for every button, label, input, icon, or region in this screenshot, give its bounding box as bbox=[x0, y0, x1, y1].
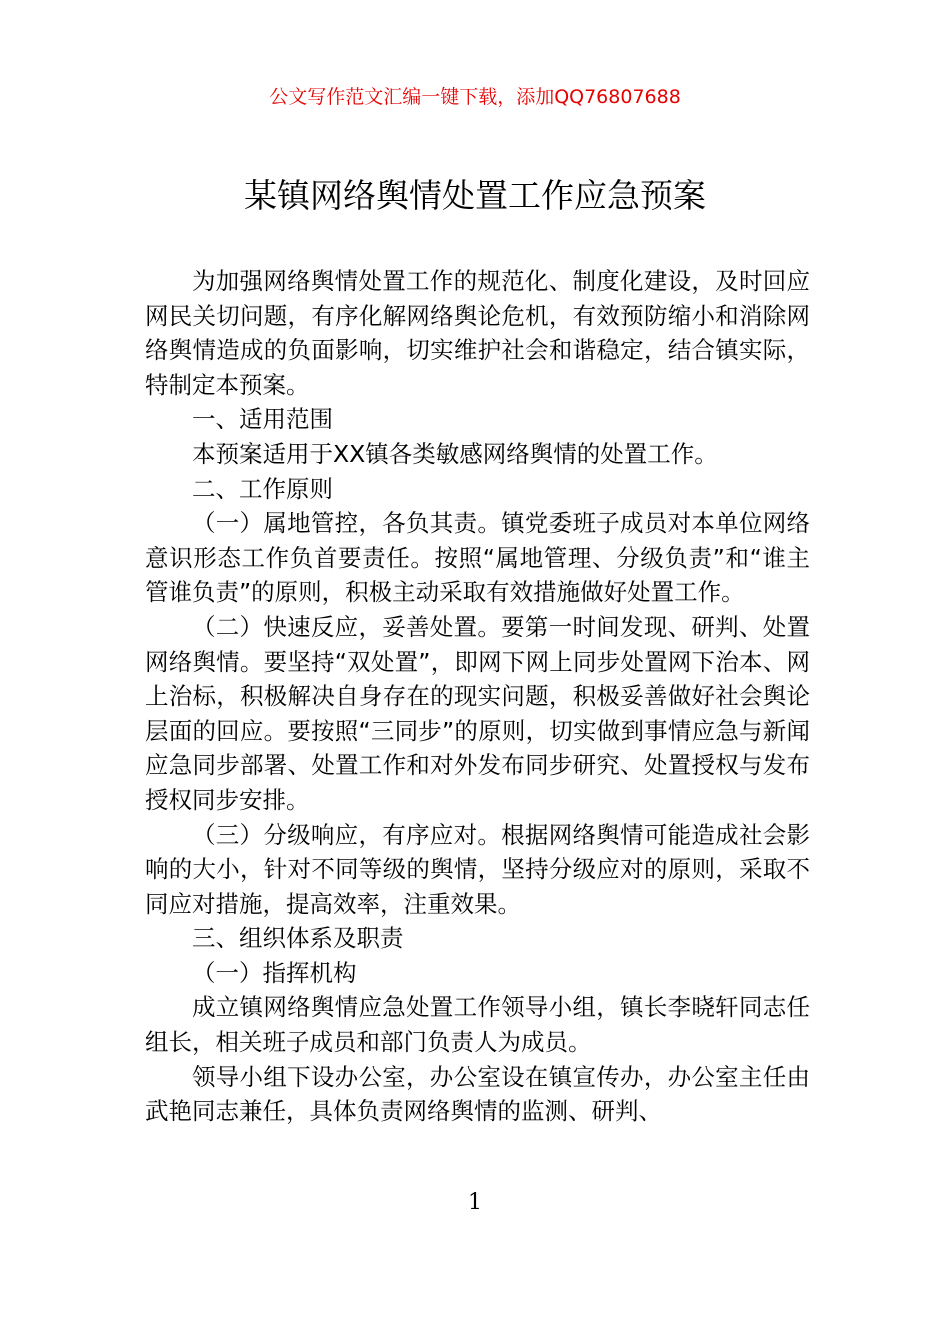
subsection-heading-command: （一）指挥机构 bbox=[192, 958, 357, 987]
paragraph-principle-2: （二）快速反应，妥善处置。要第一时间发现、研判、处置网络舆情。要坚持“双处置”，即网下网上同步处置网下治本、网上治标，积极解决自身存在的现实问题，积极妥善做好社会舆论层面的回应。要按照“三同步”的原则，切实做到事情应急与新闻应急同步部署、处置工作和对外发布同步研究、处置授权与发布授权同步安排。 bbox=[145, 612, 810, 814]
paragraph-intro: 为加强网络舆情处置工作的规范化、制度化建设，及时回应网民关切问题，有序化解网络舆论危机，有效预防缩小和消除网络舆情造成的负面影响，切实维护社会和谐稳定，结合镇实际，特制定本预案。 bbox=[145, 267, 810, 399]
download-notice: 公文写作范文汇编一键下载，添加QQ76807688 bbox=[269, 86, 681, 108]
paragraph-principle-1: （一）属地管控，各负其责。镇党委班子成员对本单位网络意识形态工作负首要责任。按照“属地管理、分级负责”和“谁主管谁负责”的原则，积极主动采取有效措施做好处置工作。 bbox=[145, 509, 810, 607]
paragraph-leading-group: 成立镇网络舆情应急处置工作领导小组，镇长李晓轩同志任组长，相关班子成员和部门负责人为成员。 bbox=[145, 993, 810, 1057]
section-heading-principles: 二、工作原则 bbox=[192, 474, 333, 503]
paragraph-office: 领导小组下设办公室，办公室设在镇宣传办，办公室主任由武艳同志兼任，具体负责网络舆情的监测、研判、 bbox=[145, 1062, 810, 1126]
document-body bbox=[145, 264, 810, 1129]
paragraph-scope: 本预案适用于XX镇各类敏感网络舆情的处置工作。 bbox=[192, 439, 718, 468]
page-number: 1 bbox=[468, 1190, 482, 1215]
section-heading-organization: 三、组织体系及职责 bbox=[192, 924, 404, 953]
section-heading-scope: 一、适用范围 bbox=[192, 405, 333, 434]
paragraph-principle-3: （三）分级响应，有序应对。根据网络舆情可能造成社会影响的大小，针对不同等级的舆情，坚持分级应对的原则，采取不同应对措施，提高效率，注重效果。 bbox=[145, 820, 810, 918]
document-title: 某镇网络舆情处置工作应急预案 bbox=[244, 176, 706, 215]
